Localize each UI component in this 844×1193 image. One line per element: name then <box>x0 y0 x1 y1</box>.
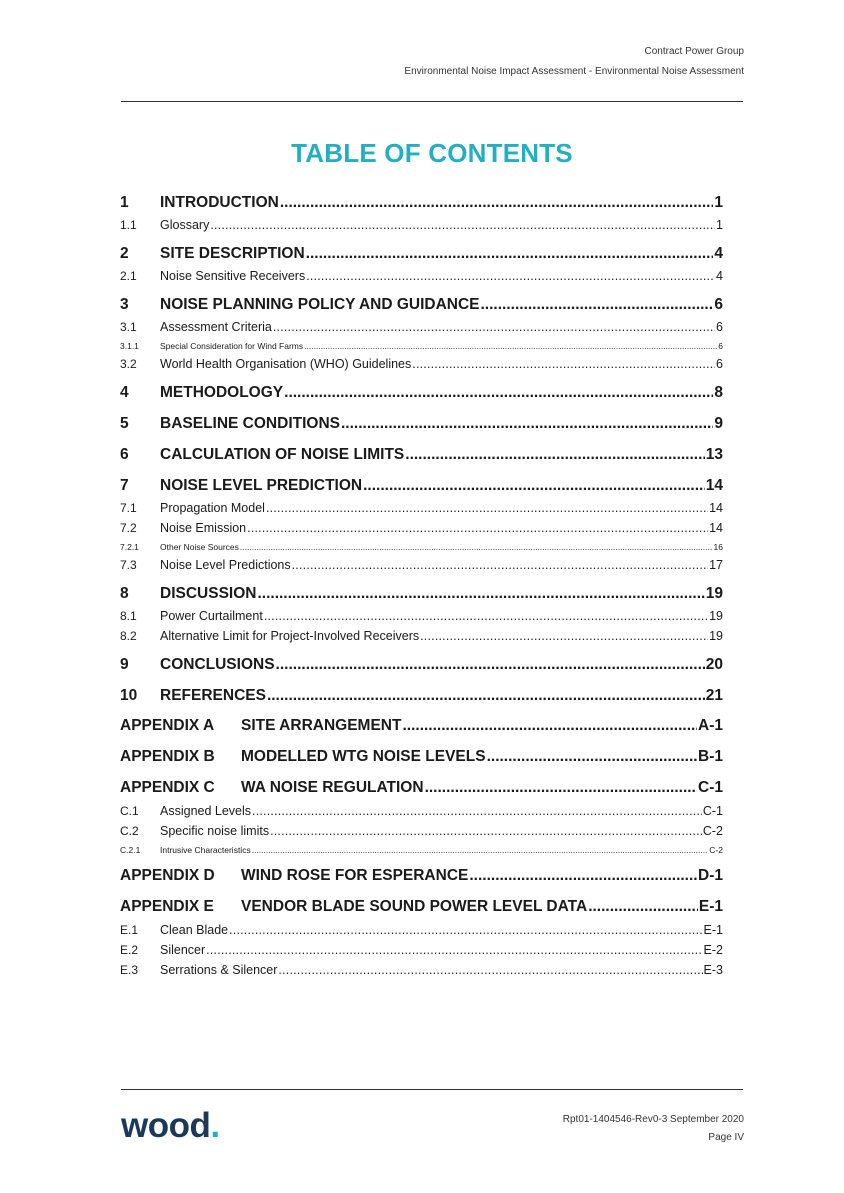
toc-entry-page: 16 <box>713 541 723 552</box>
toc-dot-leader <box>278 963 702 977</box>
toc-entry-title: Noise Sensitive Receivers <box>160 269 306 283</box>
toc-entry-number: 1.1 <box>120 218 137 232</box>
toc-entry-title: Glossary <box>160 218 210 232</box>
toc-dot-leader <box>266 501 708 515</box>
toc-entry[interactable] <box>120 442 723 467</box>
toc-entry-number: 7.1 <box>120 501 137 515</box>
toc-entry-page: 4 <box>714 244 723 262</box>
toc-entry-title: SITE DESCRIPTION <box>160 244 305 262</box>
toc-entry[interactable] <box>120 241 723 266</box>
toc-entry-title: Noise Emission <box>160 521 247 535</box>
toc-entry-number: 7 <box>120 476 129 494</box>
toc-entry-page: 6 <box>714 295 723 313</box>
toc-entry-number: APPENDIX B <box>120 747 215 765</box>
toc-entry[interactable] <box>120 190 723 215</box>
toc-dot-leader <box>304 341 717 351</box>
toc-entry-title: NOISE LEVEL PREDICTION <box>160 476 363 494</box>
toc-dot-leader <box>412 357 715 371</box>
toc-entry-page: 9 <box>714 414 723 432</box>
toc-entry-title: WA NOISE REGULATION <box>241 778 424 796</box>
toc-entry[interactable] <box>120 581 723 606</box>
toc-entry[interactable] <box>120 743 723 770</box>
toc-entry-number: 2.1 <box>120 269 137 283</box>
toc-entry-number: 7.3 <box>120 558 137 572</box>
toc-entry-page: 4 <box>716 269 723 283</box>
toc-entry-page: 19 <box>709 629 723 643</box>
toc-entry-title: NOISE PLANNING POLICY AND GUIDANCE <box>160 295 480 313</box>
toc-entry-number: 7.2.1 <box>120 541 139 552</box>
toc-entry[interactable] <box>120 862 723 889</box>
toc-entry[interactable] <box>120 801 723 821</box>
toc-entry-number: 3 <box>120 295 129 313</box>
wood-logo: wood. <box>121 1106 220 1145</box>
toc-dot-leader <box>276 656 705 674</box>
toc-entry-number: 5 <box>120 414 129 432</box>
toc-entry-title: Noise Level Predictions <box>160 558 291 572</box>
toc-entry-page: E-1 <box>698 897 723 915</box>
toc-entry[interactable] <box>120 821 723 841</box>
toc-entry-page: 17 <box>709 558 723 572</box>
table-of-contents <box>120 190 723 980</box>
toc-entry-number: 8.2 <box>120 629 137 643</box>
toc-entry-title: Specific noise limits <box>160 824 270 838</box>
toc-dot-leader <box>247 521 708 535</box>
toc-entry[interactable] <box>120 518 723 538</box>
toc-entry-title: DISCUSSION <box>160 584 257 602</box>
toc-entry-page: C-2 <box>702 824 723 838</box>
toc-dot-leader <box>264 609 708 623</box>
toc-entry-title: Power Curtailment <box>160 609 263 623</box>
toc-entry-title: Special Consideration for Wind Farms <box>160 340 304 351</box>
toc-dot-leader <box>469 867 697 885</box>
toc-dot-leader <box>487 748 697 766</box>
toc-dot-leader <box>252 845 709 855</box>
toc-entry-page: 20 <box>705 655 723 673</box>
toc-entry-page: 14 <box>709 521 723 535</box>
footer-report-ref: Rpt01-1404546-Rev0-3 September 2020 <box>562 1114 744 1125</box>
page-title: TABLE OF CONTENTS <box>291 138 573 168</box>
toc-entry-number: APPENDIX C <box>120 778 215 796</box>
toc-dot-leader <box>405 446 704 464</box>
toc-entry-title: VENDOR BLADE SOUND POWER LEVEL DATA <box>241 897 588 915</box>
toc-entry[interactable] <box>120 411 723 436</box>
toc-entry-page: 19 <box>705 584 723 602</box>
toc-entry-title: Assessment Criteria <box>160 320 272 334</box>
toc-entry[interactable] <box>120 683 723 708</box>
toc-entry-page: 1 <box>714 193 723 211</box>
toc-entry-page: B-1 <box>698 747 723 765</box>
toc-entry-title: CONCLUSIONS <box>160 655 275 673</box>
toc-entry[interactable] <box>120 841 723 858</box>
toc-entry[interactable] <box>120 606 723 626</box>
toc-dot-leader <box>206 943 702 957</box>
toc-entry-number: APPENDIX A <box>120 716 215 734</box>
toc-entry-number: 3.2 <box>120 357 137 371</box>
toc-entry[interactable] <box>120 337 723 354</box>
toc-dot-leader <box>267 687 705 705</box>
toc-entry-title: METHODOLOGY <box>160 383 284 401</box>
toc-entry[interactable] <box>120 774 723 801</box>
toc-entry-number: 4 <box>120 383 129 401</box>
toc-entry[interactable] <box>120 960 723 980</box>
toc-entry-page: 1 <box>716 218 723 232</box>
toc-entry-page: E-2 <box>703 943 723 957</box>
toc-entry[interactable] <box>120 555 723 575</box>
toc-dot-leader <box>425 779 697 797</box>
toc-entry-number: 3.1.1 <box>120 340 139 351</box>
toc-entry-page: 6 <box>718 340 723 351</box>
toc-entry-page: E-3 <box>703 963 723 977</box>
toc-entry[interactable] <box>120 317 723 337</box>
toc-entry-page: C-2 <box>709 844 723 855</box>
toc-entry-title: Assigned Levels <box>160 804 252 818</box>
toc-entry-number: 7.2 <box>120 521 137 535</box>
toc-entry-number: C.2.1 <box>120 844 141 855</box>
toc-entry[interactable] <box>120 893 723 920</box>
toc-entry-title: SITE ARRANGEMENT <box>241 716 402 734</box>
toc-entry[interactable] <box>120 940 723 960</box>
toc-dot-leader <box>588 898 698 916</box>
toc-dot-leader <box>292 558 708 572</box>
toc-entry-title: REFERENCES <box>160 686 266 704</box>
toc-dot-leader <box>240 542 713 552</box>
toc-dot-leader <box>306 245 714 263</box>
toc-entry-number: APPENDIX E <box>120 897 214 915</box>
toc-entry-page: 8 <box>714 383 723 401</box>
toc-dot-leader <box>341 415 713 433</box>
toc-entry-number: C.1 <box>120 804 139 818</box>
toc-entry-number: E.1 <box>120 923 139 937</box>
toc-entry-title: Intrusive Characteristics <box>160 844 251 855</box>
toc-entry-page: C-1 <box>702 804 723 818</box>
footer-page-label: Page IV <box>708 1132 744 1143</box>
header-company: Contract Power Group <box>644 46 744 57</box>
toc-entry-page: 19 <box>709 609 723 623</box>
toc-dot-leader <box>273 320 715 334</box>
toc-entry-number: APPENDIX D <box>120 866 215 884</box>
toc-entry-number: 6 <box>120 445 129 463</box>
toc-entry[interactable] <box>120 215 723 235</box>
toc-dot-leader <box>270 824 702 838</box>
toc-dot-leader <box>284 384 713 402</box>
toc-entry-number: 9 <box>120 655 129 673</box>
toc-dot-leader <box>481 296 714 314</box>
toc-entry-page: D-1 <box>698 866 723 884</box>
toc-dot-leader <box>280 194 714 212</box>
header-report-title: Environmental Noise Impact Assessment - Environmental Noise Assessment <box>404 66 744 77</box>
header-rule <box>121 101 743 102</box>
toc-entry-page: C-1 <box>698 778 723 796</box>
toc-entry-number: E.3 <box>120 963 139 977</box>
toc-entry-page: E-1 <box>703 923 723 937</box>
toc-entry-page: A-1 <box>698 716 723 734</box>
toc-entry[interactable] <box>120 712 723 739</box>
toc-entry-title: WIND ROSE FOR ESPERANCE <box>241 866 469 884</box>
toc-dot-leader <box>363 477 705 495</box>
toc-entry-page: 6 <box>716 357 723 371</box>
toc-entry-page: 6 <box>716 320 723 334</box>
toc-entry-title: Other Noise Sources <box>160 541 239 552</box>
toc-entry-number: 3.1 <box>120 320 137 334</box>
toc-dot-leader <box>420 629 708 643</box>
toc-entry-title: World Health Organisation (WHO) Guidelines <box>160 357 412 371</box>
toc-entry-number: C.2 <box>120 824 139 838</box>
toc-entry[interactable] <box>120 473 723 498</box>
footer-rule <box>121 1089 743 1090</box>
toc-entry[interactable] <box>120 920 723 940</box>
toc-entry-title: Propagation Model <box>160 501 265 515</box>
toc-dot-leader <box>306 269 715 283</box>
toc-entry[interactable] <box>120 292 723 317</box>
toc-entry[interactable] <box>120 380 723 405</box>
toc-entry[interactable] <box>120 354 723 374</box>
toc-entry-number: 8 <box>120 584 129 602</box>
toc-entry-page: 21 <box>705 686 723 704</box>
toc-entry-title: Alternative Limit for Project-Involved Receivers <box>160 629 420 643</box>
toc-entry-title: BASELINE CONDITIONS <box>160 414 340 432</box>
toc-dot-leader <box>257 585 704 603</box>
toc-entry-number: 2 <box>120 244 129 262</box>
toc-entry-title: MODELLED WTG NOISE LEVELS <box>241 747 486 765</box>
toc-entry[interactable] <box>120 498 723 518</box>
toc-dot-leader <box>229 923 702 937</box>
toc-entry-page: 13 <box>705 445 723 463</box>
toc-dot-leader <box>402 717 697 735</box>
toc-entry-number: E.2 <box>120 943 139 957</box>
toc-entry[interactable] <box>120 266 723 286</box>
toc-entry[interactable] <box>120 538 723 555</box>
toc-entry[interactable] <box>120 652 723 677</box>
toc-entry-title: CALCULATION OF NOISE LIMITS <box>160 445 405 463</box>
toc-entry-title: Silencer <box>160 943 206 957</box>
toc-entry-title: Serrations & Silencer <box>160 963 278 977</box>
toc-entry-number: 10 <box>120 686 138 704</box>
toc-entry-title: INTRODUCTION <box>160 193 279 211</box>
toc-entry-number: 8.1 <box>120 609 137 623</box>
toc-entry[interactable] <box>120 626 723 646</box>
toc-entry-title: Clean Blade <box>160 923 229 937</box>
toc-entry-page: 14 <box>709 501 723 515</box>
toc-dot-leader <box>252 804 702 818</box>
toc-entry-number: 1 <box>120 193 129 211</box>
toc-entry-page: 14 <box>705 476 723 494</box>
toc-dot-leader <box>210 218 715 232</box>
